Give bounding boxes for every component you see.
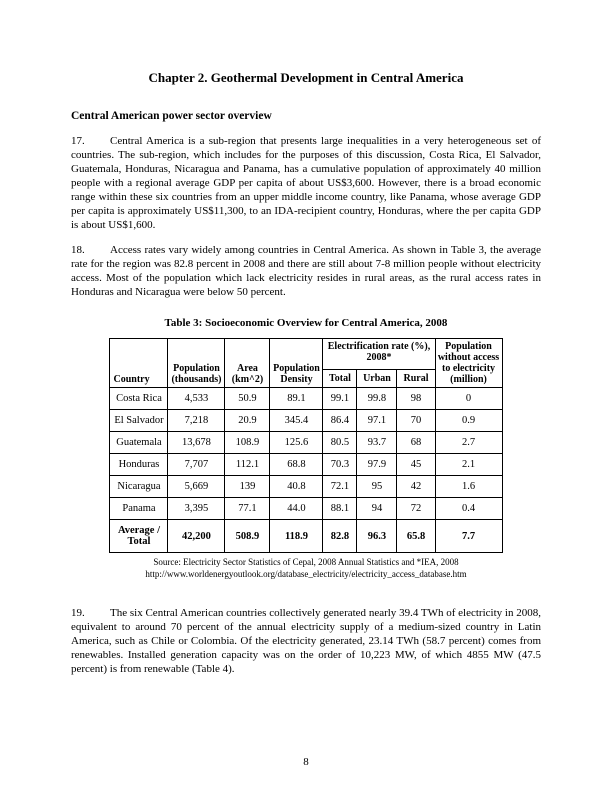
paragraph-18 bbox=[71, 243, 541, 299]
value-cell: 72.1 bbox=[323, 476, 357, 498]
value-cell: 65.8 bbox=[397, 520, 435, 553]
value-cell: 95 bbox=[357, 476, 397, 498]
value-cell: 45 bbox=[397, 454, 435, 476]
country-cell: Nicaragua bbox=[110, 476, 168, 498]
country-cell: Panama bbox=[110, 498, 168, 520]
country-cell: Costa Rica bbox=[110, 388, 168, 410]
paragraph-17-number: 17. bbox=[71, 135, 85, 147]
value-cell: 13,678 bbox=[168, 432, 225, 454]
value-cell: 89.1 bbox=[270, 388, 323, 410]
socioeconomic-table bbox=[109, 338, 502, 553]
value-cell: 72 bbox=[397, 498, 435, 520]
section-heading: Central American power sector overview bbox=[71, 110, 272, 122]
table-row bbox=[110, 476, 502, 498]
value-cell: 93.7 bbox=[357, 432, 397, 454]
col-header-population: Population (thousands) bbox=[168, 339, 225, 388]
value-cell: 118.9 bbox=[270, 520, 323, 553]
country-cell: Guatemala bbox=[110, 432, 168, 454]
value-cell: 82.8 bbox=[323, 520, 357, 553]
paragraph-19 bbox=[71, 606, 541, 676]
value-cell: 97.1 bbox=[357, 410, 397, 432]
value-cell: 125.6 bbox=[270, 432, 323, 454]
value-cell: 88.1 bbox=[323, 498, 357, 520]
table-header-row-1 bbox=[110, 339, 502, 370]
paragraph-17-text: Central America is a sub-region that presents large inequalities in a very heterogeneous set of countries. The sub-region, which includes for the purposes of this discussion, Costa Rica, El Salvador, Guatemala, Honduras, Nicaragua and Panama, has a cumulative population of approximately 40 million people with a regional average GDP per capita of about US$3,600. However, there is a broad economic range within these six countries from an upper middle income country, like Panama, whose average GDP per capita is approximately US$11,300, to an IDA-recipient country, Honduras, where the per capita GDP is about US$1,600. bbox=[71, 135, 541, 231]
table-row bbox=[110, 498, 502, 520]
value-cell: 0.9 bbox=[435, 410, 502, 432]
value-cell: 40.8 bbox=[270, 476, 323, 498]
country-cell: Honduras bbox=[110, 454, 168, 476]
value-cell: 108.9 bbox=[225, 432, 270, 454]
table-body bbox=[110, 388, 502, 553]
value-cell: 70 bbox=[397, 410, 435, 432]
table-row bbox=[110, 432, 502, 454]
table-row bbox=[110, 454, 502, 476]
paragraph-19-number: 19. bbox=[71, 607, 85, 619]
value-cell: 42 bbox=[397, 476, 435, 498]
chapter-title: Chapter 2. Geothermal Development in Central America bbox=[148, 70, 464, 85]
value-cell: 2.1 bbox=[435, 454, 502, 476]
col-header-density: Population Density bbox=[270, 339, 323, 388]
country-cell: Average / Total bbox=[110, 520, 168, 553]
value-cell: 42,200 bbox=[168, 520, 225, 553]
value-cell: 3,395 bbox=[168, 498, 225, 520]
value-cell: 0.4 bbox=[435, 498, 502, 520]
value-cell: 96.3 bbox=[357, 520, 397, 553]
value-cell: 0 bbox=[435, 388, 502, 410]
value-cell: 5,669 bbox=[168, 476, 225, 498]
paragraph-18-number: 18. bbox=[71, 244, 85, 256]
value-cell: 7.7 bbox=[435, 520, 502, 553]
value-cell: 68.8 bbox=[270, 454, 323, 476]
page-number: 8 bbox=[303, 756, 309, 768]
value-cell: 20.9 bbox=[225, 410, 270, 432]
table-row bbox=[110, 388, 502, 410]
value-cell: 80.5 bbox=[323, 432, 357, 454]
col-header-area: Area (km^2) bbox=[225, 339, 270, 388]
value-cell: 4,533 bbox=[168, 388, 225, 410]
col-header-electrification-group: Electrification rate (%), 2008* bbox=[323, 339, 435, 370]
table-row bbox=[110, 520, 502, 553]
col-header-total: Total bbox=[323, 369, 357, 387]
value-cell: 94 bbox=[357, 498, 397, 520]
table-source-url: http://www.worldenergyoutlook.org/database_electricity/electricity_access_database.htm bbox=[145, 568, 467, 579]
value-cell: 112.1 bbox=[225, 454, 270, 476]
col-header-rural: Rural bbox=[397, 369, 435, 387]
value-cell: 77.1 bbox=[225, 498, 270, 520]
table-caption: Table 3: Socioeconomic Overview for Central America, 2008 bbox=[164, 317, 448, 329]
value-cell: 98 bbox=[397, 388, 435, 410]
value-cell: 86.4 bbox=[323, 410, 357, 432]
value-cell: 139 bbox=[225, 476, 270, 498]
value-cell: 7,707 bbox=[168, 454, 225, 476]
value-cell: 345.4 bbox=[270, 410, 323, 432]
value-cell: 50.9 bbox=[225, 388, 270, 410]
value-cell: 1.6 bbox=[435, 476, 502, 498]
col-header-no-access: Population without access to electricity (million) bbox=[435, 339, 502, 388]
value-cell: 508.9 bbox=[225, 520, 270, 553]
value-cell: 68 bbox=[397, 432, 435, 454]
paragraph-19-text: The six Central American countries collectively generated nearly 39.4 TWh of electricity in 2008, equivalent to around 70 percent of the annual electricity supply of a medium-sized country in Latin America, such as Chile or Colombia. Of the electricity generated, 23.14 TWh (58.7 percent) comes from renewables. Installed generation capacity was on the order of 10,223 MW, of which 4855 MW (47.5 percent) is from renewable (Table 4). bbox=[71, 607, 541, 675]
col-header-country: Country bbox=[110, 339, 168, 388]
country-cell: El Salvador bbox=[110, 410, 168, 432]
value-cell: 7,218 bbox=[168, 410, 225, 432]
table-row bbox=[110, 410, 502, 432]
value-cell: 99.8 bbox=[357, 388, 397, 410]
table-source: Source: Electricity Sector Statistics of Cepal, 2008 Annual Statistics and *IEA, 2008 bbox=[153, 557, 459, 567]
paragraph-18-text: Access rates vary widely among countries in Central America. As shown in Table 3, the average rate for the region was 82.8 percent in 2008 and there are still about 7-8 million people without electricity access. Most of the population which lack electricity resides in rural areas, as the rural access rates in Honduras and Nicaragua were below 50 percent. bbox=[71, 244, 541, 298]
paragraph-17 bbox=[71, 134, 541, 232]
value-cell: 44.0 bbox=[270, 498, 323, 520]
value-cell: 99.1 bbox=[323, 388, 357, 410]
value-cell: 97.9 bbox=[357, 454, 397, 476]
value-cell: 70.3 bbox=[323, 454, 357, 476]
value-cell: 2.7 bbox=[435, 432, 502, 454]
col-header-urban: Urban bbox=[357, 369, 397, 387]
